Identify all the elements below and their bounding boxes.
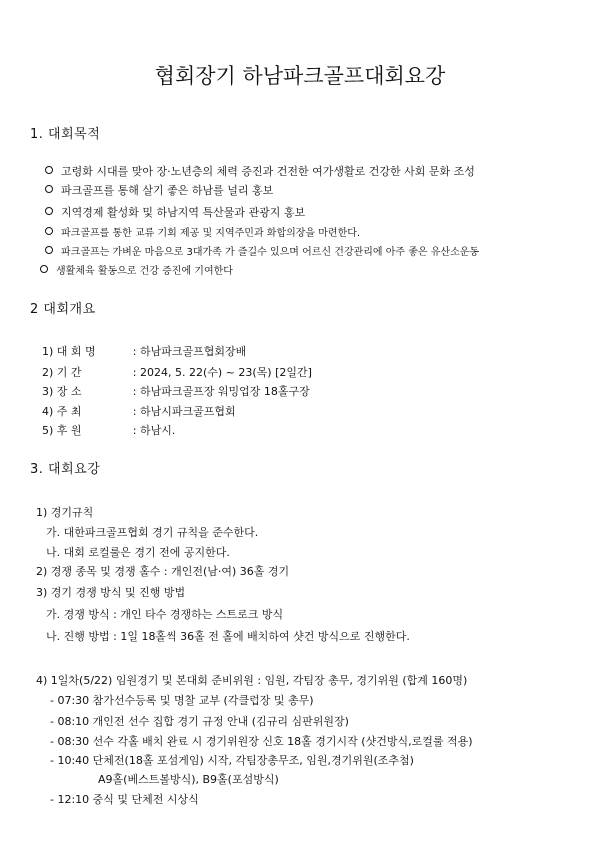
bullet-circle-icon	[45, 246, 53, 254]
overview-item-value: : 하남파크골프협회장배	[132, 345, 247, 358]
bullet-circle-icon	[45, 166, 53, 174]
overview-item-number: 1)	[42, 345, 54, 358]
schedule-line: - 08:30 선수 각홀 배치 완료 시 경기위원장 신호 18홀 경기시작 (샷건방식,로컬룰 적용)	[50, 735, 473, 748]
purpose-item	[45, 182, 273, 198]
bullet-circle-icon	[45, 207, 53, 215]
overview-item-number: 3)	[42, 385, 54, 398]
overview-item	[42, 364, 312, 380]
purpose-item-text: 파크골프는 가벼운 마음으로 3대가족 가 즐길수 있으며 어르신 건강관리에 아주 좋은 유산소운동	[61, 247, 480, 258]
overview-item-label: 주 최	[56, 405, 82, 418]
schedule-line: - 08:10 개인전 선수 집합 경기 규정 안내 (김규리 심판위원장)	[50, 715, 349, 728]
rules-line: 2) 경쟁 종목 및 경쟁 홀수 : 개인전(남·여) 36홀 경기	[36, 565, 290, 578]
overview-item	[42, 383, 310, 399]
rules-line: 3) 경기 경쟁 방식 및 진행 방법	[36, 586, 186, 599]
rules-line: 나. 대회 로컬룰은 경기 전에 공지한다.	[46, 546, 230, 559]
rules-line: 1) 경기규칙	[36, 506, 94, 519]
rules-line: 가. 경쟁 방식 : 개인 타수 경쟁하는 스트로크 방식	[46, 608, 284, 621]
section-3-heading: 3. 대회요강	[30, 462, 101, 477]
overview-item	[42, 343, 246, 359]
bullet-circle-icon	[45, 185, 53, 193]
schedule-line: - 07:30 참가선수등록 및 명찰 교부 (각클럽장 및 총무)	[50, 694, 314, 707]
purpose-item-text: 파크골프를 통한 교류 기회 제공 및 지역주민과 화합의장을 마련한다.	[61, 228, 361, 239]
schedule-heading: 4) 1일차(5/22) 임원경기 및 본대회 준비위원 : 임원, 각팀장 총무, 경기위원 (합계 160명)	[36, 674, 468, 687]
purpose-item	[45, 163, 475, 179]
purpose-item-text: 파크골프를 통해 살기 좋은 하남를 널리 홍보	[61, 184, 274, 197]
overview-item-label: 후 원	[56, 424, 82, 437]
document-title: 협회장기 하남파크골프대회요강	[154, 64, 446, 88]
schedule-line: - 10:40 단체전(18홀 포섬게임) 시작, 각팀장총무조, 임원,경기위원(조추첨)	[50, 754, 414, 767]
schedule-line: - 12:10 중식 및 단체전 시상식	[50, 793, 199, 806]
overview-item-label: 장 소	[56, 385, 82, 398]
purpose-item	[45, 243, 479, 258]
section-1-heading: 1. 대회목적	[30, 127, 101, 142]
purpose-item	[45, 204, 305, 220]
overview-item-number: 4)	[42, 405, 54, 418]
purpose-item	[40, 262, 233, 277]
schedule-line: A9홀(베스트볼방식), B9홀(포섬방식)	[98, 773, 279, 786]
overview-item-label: 기 간	[56, 366, 82, 379]
rules-line: 가. 대한파크골프협회 경기 규칙을 준수한다.	[46, 526, 259, 539]
bullet-circle-icon	[40, 265, 48, 273]
overview-item	[42, 422, 175, 438]
overview-item-value: : 하남시.	[132, 424, 176, 437]
bullet-circle-icon	[45, 227, 53, 235]
purpose-item	[45, 224, 360, 239]
purpose-item-text: 고령화 시대를 맞아 장·노년층의 체력 증진과 건전한 여가생활로 건강한 사회 문화 조성	[61, 165, 475, 178]
overview-item	[42, 403, 236, 419]
purpose-item-text: 생활체육 활동으로 건강 증진에 기여한다	[56, 266, 233, 277]
overview-item-value: : 하남파크골프장 워밍업장 18홀구장	[132, 385, 310, 398]
overview-item-label: 대 회 명	[56, 345, 96, 358]
overview-item-value: : 2024, 5. 22(수) ~ 23(목) [2일간]	[132, 366, 312, 379]
overview-item-number: 5)	[42, 424, 54, 437]
section-2-heading: 2 대회개요	[30, 302, 96, 317]
overview-item-value: : 하남시파크골프협회	[132, 405, 236, 418]
purpose-item-text: 지역경제 활성화 및 하남지역 특산물과 관광지 홍보	[61, 206, 306, 219]
rules-line: 나. 진행 방법 : 1일 18홀씩 36홀 전 홀에 배치하여 샷건 방식으로 진행한다.	[46, 630, 410, 643]
overview-item-number: 2)	[42, 366, 54, 379]
